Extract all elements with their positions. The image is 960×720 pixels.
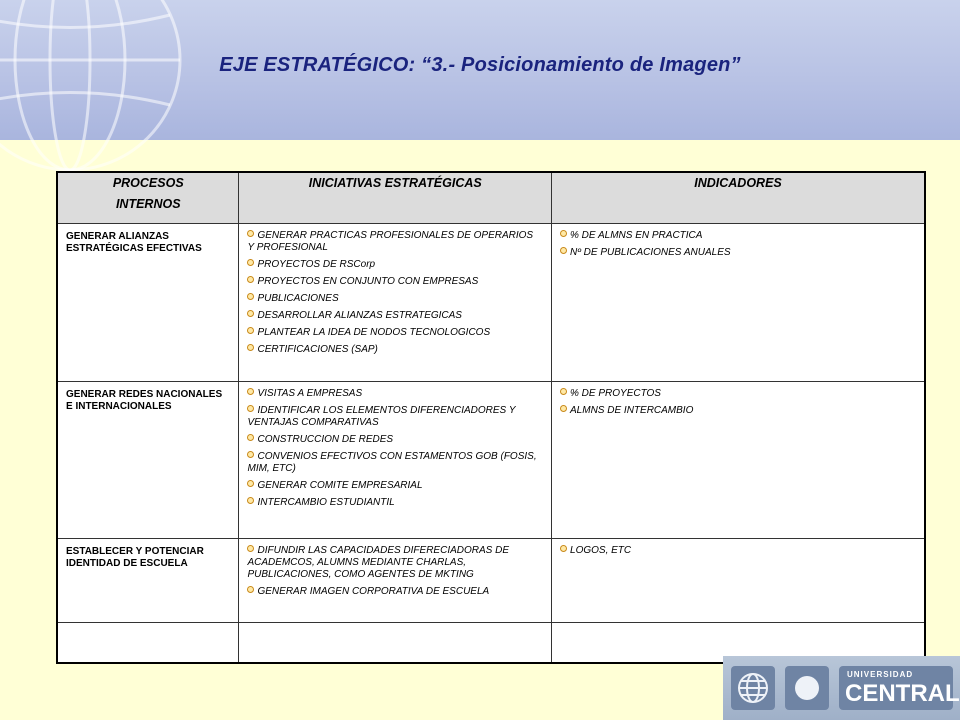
initiatives-cell	[239, 382, 552, 539]
initiative-text: DIFUNDIR LAS CAPACIDADES DIFERECIADORAS DE ACADEMCOS, ALUMNS MEDIANTE CHARLAS, PUBLICACIONES, COMO AGENTES DE MKTING	[247, 545, 510, 580]
bullet-icon	[247, 310, 254, 317]
list-item	[560, 388, 914, 400]
empty-cell	[57, 623, 239, 663]
initiative-text: PLANTEAR LA IDEA DE NODOS TECNOLOGICOS	[257, 327, 491, 338]
initiatives-list	[239, 382, 551, 522]
university-logo	[723, 656, 960, 720]
globe-icon	[731, 666, 775, 710]
list-item	[560, 545, 914, 557]
table-row	[57, 224, 925, 382]
bullet-icon	[247, 434, 254, 441]
indicators-cell	[552, 382, 925, 539]
bullet-icon	[247, 545, 254, 552]
indicator-text: LOGOS, ETC	[570, 545, 632, 556]
list-item	[247, 434, 541, 446]
header-indicadores: INDICADORES	[552, 172, 925, 224]
table-row	[57, 382, 925, 539]
indicator-text: ALMNS DE INTERCAMBIO	[570, 405, 694, 416]
list-item	[247, 276, 541, 288]
indicators-list	[552, 382, 924, 430]
indicators-cell	[552, 224, 925, 382]
list-item	[247, 259, 541, 271]
process-cell	[57, 382, 239, 539]
header-procesos-line2: INTERNOS	[115, 197, 181, 211]
bullet-icon	[247, 451, 254, 458]
circle-icon	[785, 666, 829, 710]
initiative-text: DESARROLLAR ALIANZAS ESTRATEGICAS	[257, 310, 462, 321]
header-procesos-line1: PROCESOS	[112, 176, 184, 190]
initiatives-cell	[239, 224, 552, 382]
process-label: GENERAR REDES NACIONALES E INTERNACIONALES	[66, 389, 223, 412]
initiatives-list	[239, 224, 551, 369]
indicators-list	[552, 539, 924, 570]
list-item	[247, 327, 541, 339]
list-item	[560, 405, 914, 417]
process-cell	[57, 539, 239, 623]
header-iniciativas: INICIATIVAS ESTRATÉGICAS	[239, 172, 552, 224]
list-item	[247, 293, 541, 305]
initiative-text: CONVENIOS EFECTIVOS CON ESTAMENTOS GOB (FOSIS, MIM, ETC)	[247, 451, 537, 474]
bullet-icon	[560, 388, 567, 395]
bullet-icon	[247, 586, 254, 593]
initiative-text: CONSTRUCCION DE REDES	[257, 434, 394, 445]
list-item	[247, 480, 541, 492]
initiative-text: PUBLICACIONES	[257, 293, 339, 304]
initiative-text: PROYECTOS EN CONJUNTO CON EMPRESAS	[257, 276, 479, 287]
process-cell	[57, 224, 239, 382]
indicators-list	[552, 224, 924, 272]
header-procesos-internos	[57, 172, 239, 224]
indicator-text: Nº DE PUBLICACIONES ANUALES	[570, 247, 731, 258]
list-item	[247, 310, 541, 322]
list-item	[247, 405, 541, 429]
list-item	[560, 230, 914, 242]
bullet-icon	[247, 293, 254, 300]
brand-wordmark	[839, 666, 960, 710]
brand-small-text: UNIVERSIDAD	[847, 670, 914, 679]
indicator-text: % DE PROYECTOS	[570, 388, 661, 399]
list-item	[247, 451, 541, 475]
initiative-text: INTERCAMBIO ESTUDIANTIL	[257, 497, 395, 508]
initiative-text: GENERAR PRACTICAS PROFESIONALES DE OPERARIOS Y PROFESIONAL	[247, 230, 534, 253]
bullet-icon	[247, 230, 254, 237]
globe-watermark-icon	[0, 0, 200, 190]
initiative-text: CERTIFICACIONES (SAP)	[257, 344, 378, 355]
initiative-text: VISITAS A EMPRESAS	[257, 388, 363, 399]
list-item	[247, 388, 541, 400]
empty-cell	[239, 623, 552, 663]
list-item	[247, 545, 541, 581]
bullet-icon	[560, 230, 567, 237]
initiatives-list	[239, 539, 551, 611]
list-item	[247, 230, 541, 254]
list-item	[560, 247, 914, 259]
list-item	[247, 497, 541, 509]
initiatives-cell	[239, 539, 552, 623]
bullet-icon	[560, 247, 567, 254]
list-item	[247, 586, 541, 598]
strategy-table	[56, 171, 926, 664]
initiative-text: GENERAR IMAGEN CORPORATIVA DE ESCUELA	[257, 586, 490, 597]
bullet-icon	[560, 405, 567, 412]
indicator-text: % DE ALMNS EN PRACTICA	[570, 230, 703, 241]
bullet-icon	[560, 545, 567, 552]
bullet-icon	[247, 388, 254, 395]
initiative-text: IDENTIFICAR LOS ELEMENTOS DIFERENCIADORES Y VENTAJAS COMPARATIVAS	[247, 405, 516, 428]
process-label: ESTABLECER Y POTENCIAR IDENTIDAD DE ESCUELA	[66, 546, 204, 569]
list-item	[247, 344, 541, 356]
indicators-cell	[552, 539, 925, 623]
bullet-icon	[247, 344, 254, 351]
bullet-icon	[247, 480, 254, 487]
initiative-text: PROYECTOS DE RSCorp	[257, 259, 376, 270]
bullet-icon	[247, 276, 254, 283]
table-header-row	[57, 172, 925, 224]
process-label: GENERAR ALIANZAS ESTRATÉGICAS EFECTIVAS	[66, 231, 202, 254]
table-row	[57, 539, 925, 623]
bullet-icon	[247, 497, 254, 504]
brand-big-text: CENTRAL	[845, 680, 960, 707]
slide-title: EJE ESTRATÉGICO: “3.- Posicionamiento de Imagen”	[219, 54, 741, 76]
bullet-icon	[247, 259, 254, 266]
bullet-icon	[247, 327, 254, 334]
initiative-text: GENERAR COMITE EMPRESARIAL	[257, 480, 423, 491]
bullet-icon	[247, 405, 254, 412]
